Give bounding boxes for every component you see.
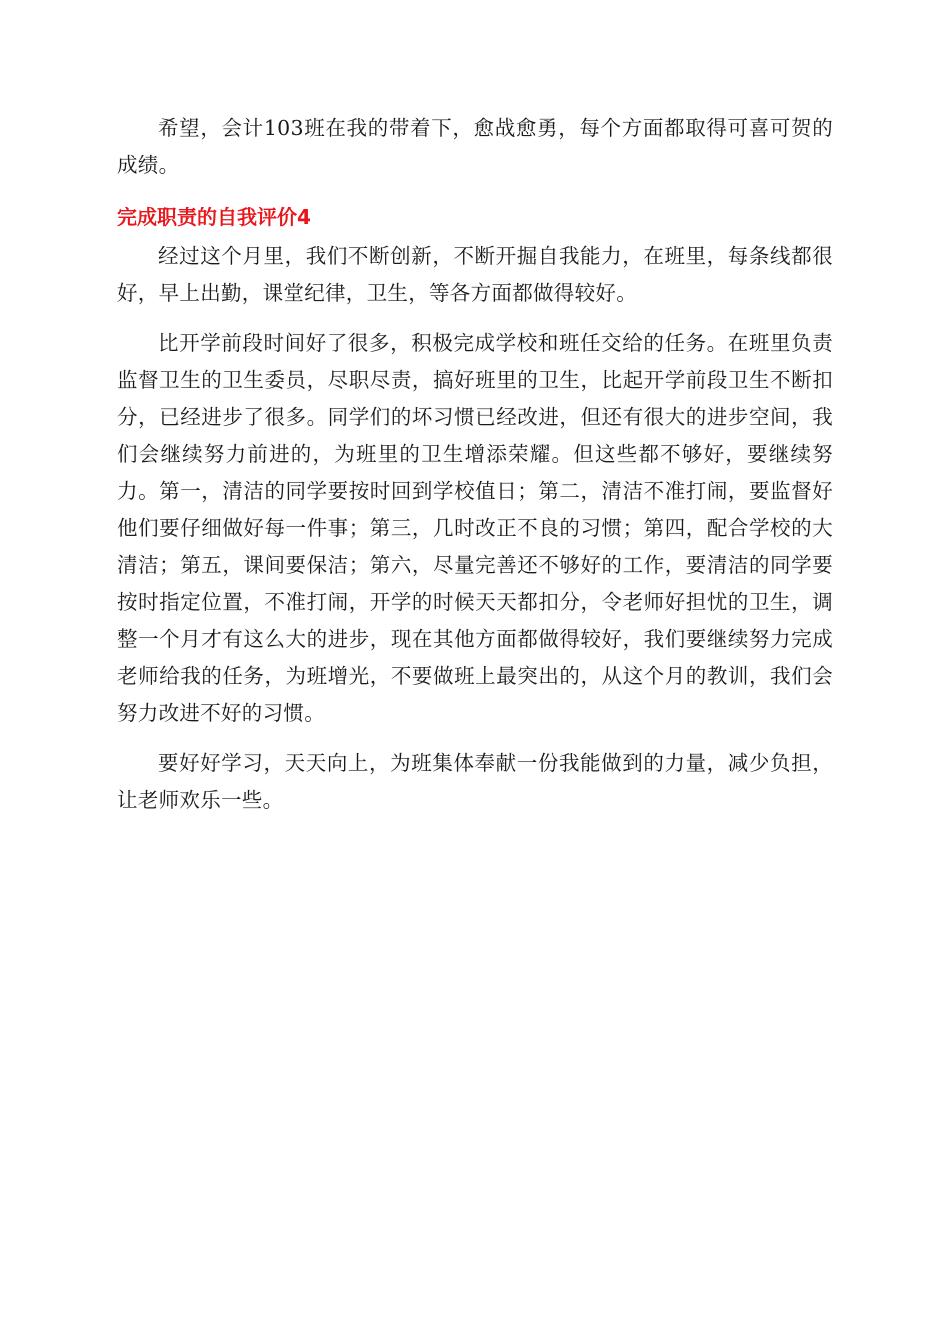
section-heading: 完成职责的自我评价4 [117,205,311,229]
document-body [117,110,833,819]
section-paragraph-3: 要好好学习，天天向上，为班集体奉献一份我能做到的力量，减少负担，让老师欢乐一些。 [117,751,833,812]
intro-paragraph: 希望，会计103班在我的带着下，愈战愈勇，每个方面都取得可喜可贺的成绩。 [117,116,833,177]
section-paragraph-1: 经过这个月里，我们不断创新，不断开掘自我能力，在班里，每条线都很好，早上出勤，课堂纪律，卫生，等各方面都做得较好。 [117,244,833,305]
section-paragraph-2: 比开学前段时间好了很多，积极完成学校和班任交给的任务。在班里负责监督卫生的卫生委员，尽职尽责，搞好班里的卫生，比起开学前段卫生不断扣分，已经进步了很多。同学们的坏习惯已经改进，但还有很大的进步空间，我们会继续努力前进的，为班里的卫生增添荣耀。但这些都不够好，要继续努力。第一，清洁的同学要按时回到学校值日；第二，清洁不准打闹，要监督好他们要仔细做好每一件事；第三，几时改正不良的习惯；第四，配合学校的大清洁；第五，课间要保洁；第六，尽量完善还不够好的工作，要清洁的同学要按时指定位置，不准打闹，开学的时候天天都扣分，令老师好担忧的卫生，调整一个月才有这么大的进步，现在其他方面都做得较好，我们要继续努力完成老师给我的任务，为班增光，不要做班上最突出的，从这个月的教训，我们会努力改进不好的习惯。 [117,331,833,725]
